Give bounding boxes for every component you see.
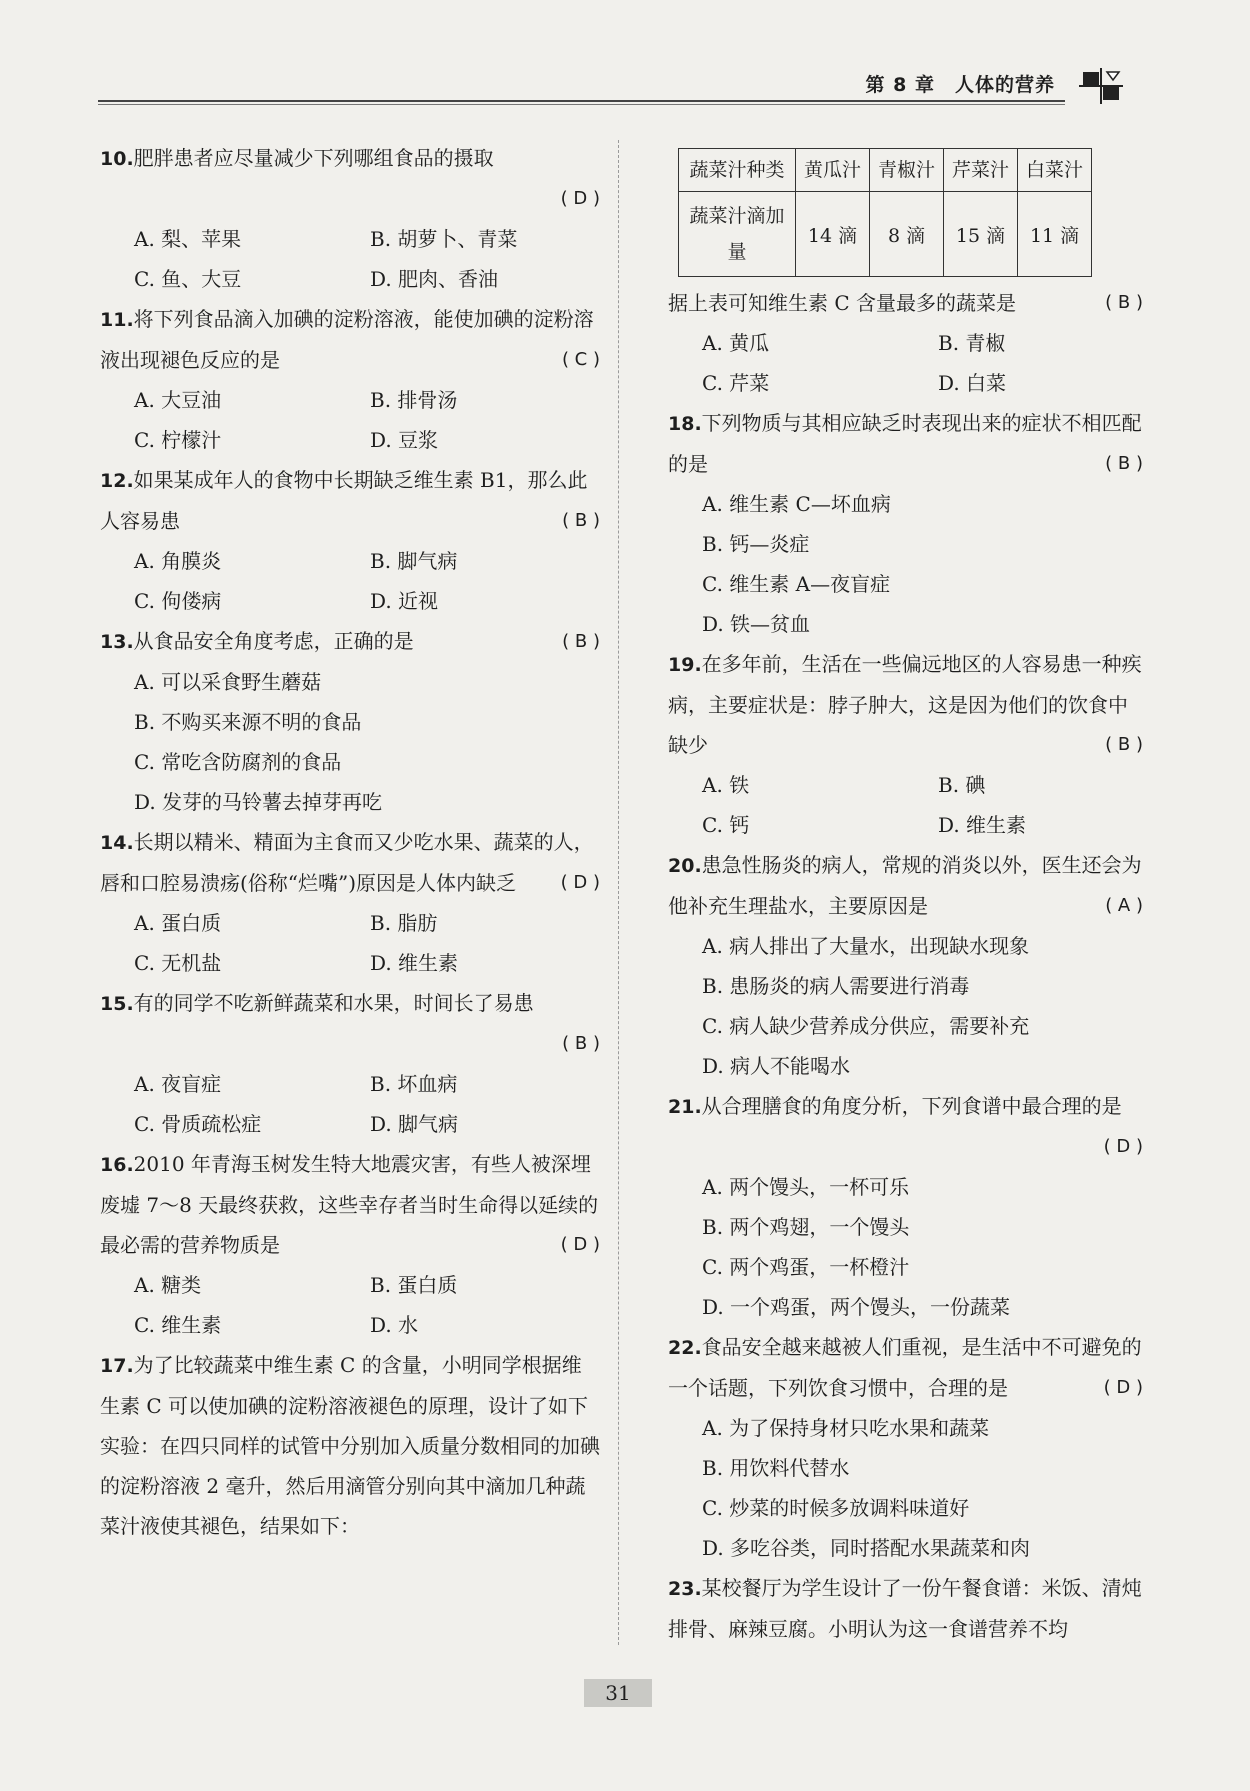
question-number: 15. — [100, 993, 134, 1015]
option-a: A. 两个馒头，一杯可乐 — [702, 1175, 910, 1199]
header-rule — [98, 100, 1065, 102]
option-a: A. 铁 — [702, 773, 750, 797]
option-c: C. 维生素 — [134, 1313, 222, 1337]
page-number: 31 — [584, 1679, 652, 1707]
question-13 — [100, 621, 600, 822]
option-a: A. 可以采食野生蘑菇 — [134, 670, 322, 694]
option-c: C. 骨质疏松症 — [134, 1112, 262, 1136]
question-20 — [668, 845, 1143, 1086]
option-a: A. 梨、苹果 — [134, 227, 242, 251]
answer-mark: ( B ) — [1105, 734, 1143, 755]
question-12 — [100, 460, 600, 621]
question-stem: 2010 年青海玉树发生特大地震灾害，有些人被深埋废墟 7～8 天最终获救，这些幸存者当时生命得以延续的最必需的营养物质是 — [100, 1152, 599, 1257]
question-19 — [668, 644, 1143, 845]
option-a: A. 角膜炎 — [134, 549, 222, 573]
option-b: B. 青椒 — [938, 331, 1006, 355]
question-number: 18. — [668, 413, 702, 435]
question-23 — [668, 1568, 1143, 1649]
option-a: A. 糖类 — [134, 1273, 202, 1297]
table-cell: 黄瓜汁 — [796, 149, 870, 192]
option-d: D. 白菜 — [938, 371, 1007, 395]
answer-mark: ( D ) — [560, 188, 600, 209]
option-b: B. 蛋白质 — [370, 1273, 458, 1297]
question-stem: 如果某成年人的食物中长期缺乏维生素 B1，那么此人容易患 — [100, 468, 588, 533]
question-number: 22. — [668, 1337, 702, 1359]
question-number: 11. — [100, 309, 134, 331]
option-b: B. 患肠炎的病人需要进行消毒 — [702, 974, 970, 998]
option-d: D. 脚气病 — [370, 1112, 459, 1136]
question-stem: 有的同学不吃新鲜蔬菜和水果，时间长了易患 — [133, 991, 534, 1015]
option-c: C. 无机盐 — [134, 951, 222, 975]
table-cell: 芹菜汁 — [944, 149, 1018, 192]
question-stem: 食品安全越来越被人们重视，是生活中不可避免的一个话题，下列饮食习惯中，合理的是 — [668, 1335, 1142, 1400]
question-stem: 从合理膳食的角度分析，下列食谱中最合理的是 — [701, 1094, 1122, 1118]
option-d: D. 维生素 — [370, 951, 459, 975]
option-b: B. 脂肪 — [370, 911, 438, 935]
left-column — [100, 138, 600, 1546]
question-number: 12. — [100, 470, 134, 492]
option-d: D. 水 — [370, 1313, 419, 1337]
answer-mark: ( D ) — [560, 872, 600, 893]
answer-mark: ( B ) — [1105, 292, 1143, 313]
option-c: C. 两个鸡蛋，一杯橙汁 — [702, 1255, 910, 1279]
option-a: A. 蛋白质 — [134, 911, 222, 935]
option-a: A. 维生素 C—坏血病 — [702, 492, 891, 516]
option-d: D. 铁—贫血 — [702, 612, 811, 636]
option-d: D. 病人不能喝水 — [702, 1054, 851, 1078]
option-d: D. 肥肉、香油 — [370, 267, 499, 291]
question-number: 13. — [100, 631, 134, 653]
right-column — [668, 148, 1143, 1649]
question-number: 14. — [100, 832, 134, 854]
question-14 — [100, 822, 600, 983]
question-18 — [668, 403, 1143, 644]
option-b: B. 坏血病 — [370, 1072, 458, 1096]
option-b: B. 钙—炎症 — [702, 532, 810, 556]
option-a: A. 大豆油 — [134, 388, 222, 412]
option-a: A. 黄瓜 — [702, 331, 770, 355]
question-number: 23. — [668, 1578, 702, 1600]
option-c: C. 柠檬汁 — [134, 428, 222, 452]
question-stem: 在多年前，生活在一些偏远地区的人容易患一种疾病，主要症状是：脖子肿大，这是因为他们的饮食中缺少 — [668, 652, 1142, 757]
option-d: D. 一个鸡蛋，两个馒头，一份蔬菜 — [702, 1295, 1011, 1319]
question-17 — [100, 1345, 600, 1546]
table-cell: 青椒汁 — [870, 149, 944, 192]
question-number: 19. — [668, 654, 702, 676]
vegetable-juice-table — [678, 148, 1092, 277]
option-c: C. 佝偻病 — [134, 589, 222, 613]
question-stem: 某校餐厅为学生设计了一份午餐食谱：米饭、清炖排骨、麻辣豆腐。小明认为这一食谱营养不均 — [668, 1576, 1142, 1641]
option-d: D. 维生素 — [938, 813, 1027, 837]
option-c: C. 鱼、大豆 — [134, 267, 242, 291]
option-d: D. 豆浆 — [370, 428, 439, 452]
answer-mark: ( B ) — [562, 631, 600, 652]
question-16 — [100, 1144, 600, 1345]
option-b: B. 碘 — [938, 773, 986, 797]
page-header — [98, 66, 1125, 106]
option-b: B. 脚气病 — [370, 549, 458, 573]
option-b: B. 不购买来源不明的食品 — [134, 710, 362, 734]
option-b: B. 排骨汤 — [370, 388, 458, 412]
chapter-title: 第 8 章 人体的营养 — [865, 74, 1055, 96]
option-d: D. 多吃谷类，同时搭配水果蔬菜和肉 — [702, 1536, 1031, 1560]
answer-mark: ( D ) — [1103, 1377, 1143, 1398]
option-a: A. 夜盲症 — [134, 1072, 222, 1096]
option-b: B. 胡萝卜、青菜 — [370, 227, 518, 251]
table-cell: 蔬菜汁种类 — [679, 149, 796, 192]
question-stem: 患急性肠炎的病人，常规的消炎以外，医生还会为他补充生理盐水，主要原因是 — [668, 853, 1142, 918]
table-cell: 11 滴 — [1018, 192, 1092, 277]
table-cell: 蔬菜汁滴加量 — [679, 192, 796, 277]
question-stem: 下列物质与其相应缺乏时表现出来的症状不相匹配的是 — [668, 411, 1142, 476]
question-22 — [668, 1327, 1143, 1568]
question-number: 21. — [668, 1096, 702, 1118]
option-b: B. 两个鸡翅，一个馒头 — [702, 1215, 910, 1239]
column-divider — [618, 140, 619, 1645]
table-cell: 14 滴 — [796, 192, 870, 277]
question-stem: 将下列食品滴入加碘的淀粉溶液，能使加碘的淀粉溶液出现褪色反应的是 — [100, 307, 594, 372]
option-d: D. 近视 — [370, 589, 439, 613]
option-c: C. 炒菜的时候多放调料味道好 — [702, 1496, 970, 1520]
answer-mark: ( B ) — [562, 1033, 600, 1054]
question-15 — [100, 983, 600, 1144]
question-17-followup — [668, 283, 1143, 403]
question-10 — [100, 138, 600, 299]
question-stem: 据上表可知维生素 C 含量最多的蔬菜是 — [668, 291, 1017, 315]
option-c: C. 钙 — [702, 813, 750, 837]
option-a: A. 病人排出了大量水，出现缺水现象 — [702, 934, 1030, 958]
table-row — [679, 192, 1092, 277]
question-stem: 肥胖患者应尽量减少下列哪组食品的摄取 — [133, 146, 494, 170]
table-header-row — [679, 149, 1092, 192]
answer-mark: ( D ) — [560, 1234, 600, 1255]
option-c: C. 芹菜 — [702, 371, 770, 395]
question-number: 17. — [100, 1355, 134, 1377]
answer-mark: ( A ) — [1105, 895, 1143, 916]
question-stem: 从食品安全角度考虑，正确的是 — [133, 629, 414, 653]
answer-mark: ( C ) — [561, 349, 600, 370]
question-stem: 长期以精米、精面为主食而又少吃水果、蔬菜的人，唇和口腔易溃疡(俗称“烂嘴”)原因是人体内缺乏 — [100, 830, 594, 895]
question-21 — [668, 1086, 1143, 1327]
answer-mark: ( D ) — [1103, 1136, 1143, 1157]
table-cell: 8 滴 — [870, 192, 944, 277]
question-stem: 为了比较蔬菜中维生素 C 的含量，小明同学根据维生素 C 可以使加碘的淀粉溶液褪色的原理，设计了如下实验：在四只同样的试管中分别加入质量分数相同的加碘的淀粉溶液 2 毫升，然后用滴管分别向其中滴加几种蔬菜汁液使其褪色，结果如下： — [100, 1353, 600, 1538]
table-cell: 15 滴 — [944, 192, 1018, 277]
answer-mark: ( B ) — [1105, 453, 1143, 474]
option-d: D. 发芽的马铃薯去掉芽再吃 — [134, 790, 383, 814]
option-c: C. 维生素 A—夜盲症 — [702, 572, 891, 596]
option-a: A. 为了保持身材只吃水果和蔬菜 — [702, 1416, 990, 1440]
chapter-logo-icon — [1077, 66, 1125, 106]
question-number: 16. — [100, 1154, 134, 1176]
option-c: C. 病人缺少营养成分供应，需要补充 — [702, 1014, 1030, 1038]
question-number: 20. — [668, 855, 702, 877]
question-number: 10. — [100, 148, 134, 170]
option-b: B. 用饮料代替水 — [702, 1456, 850, 1480]
question-11 — [100, 299, 600, 460]
header-rule-thin — [98, 104, 1065, 105]
option-c: C. 常吃含防腐剂的食品 — [134, 750, 342, 774]
table-cell: 白菜汁 — [1018, 149, 1092, 192]
answer-mark: ( B ) — [562, 510, 600, 531]
